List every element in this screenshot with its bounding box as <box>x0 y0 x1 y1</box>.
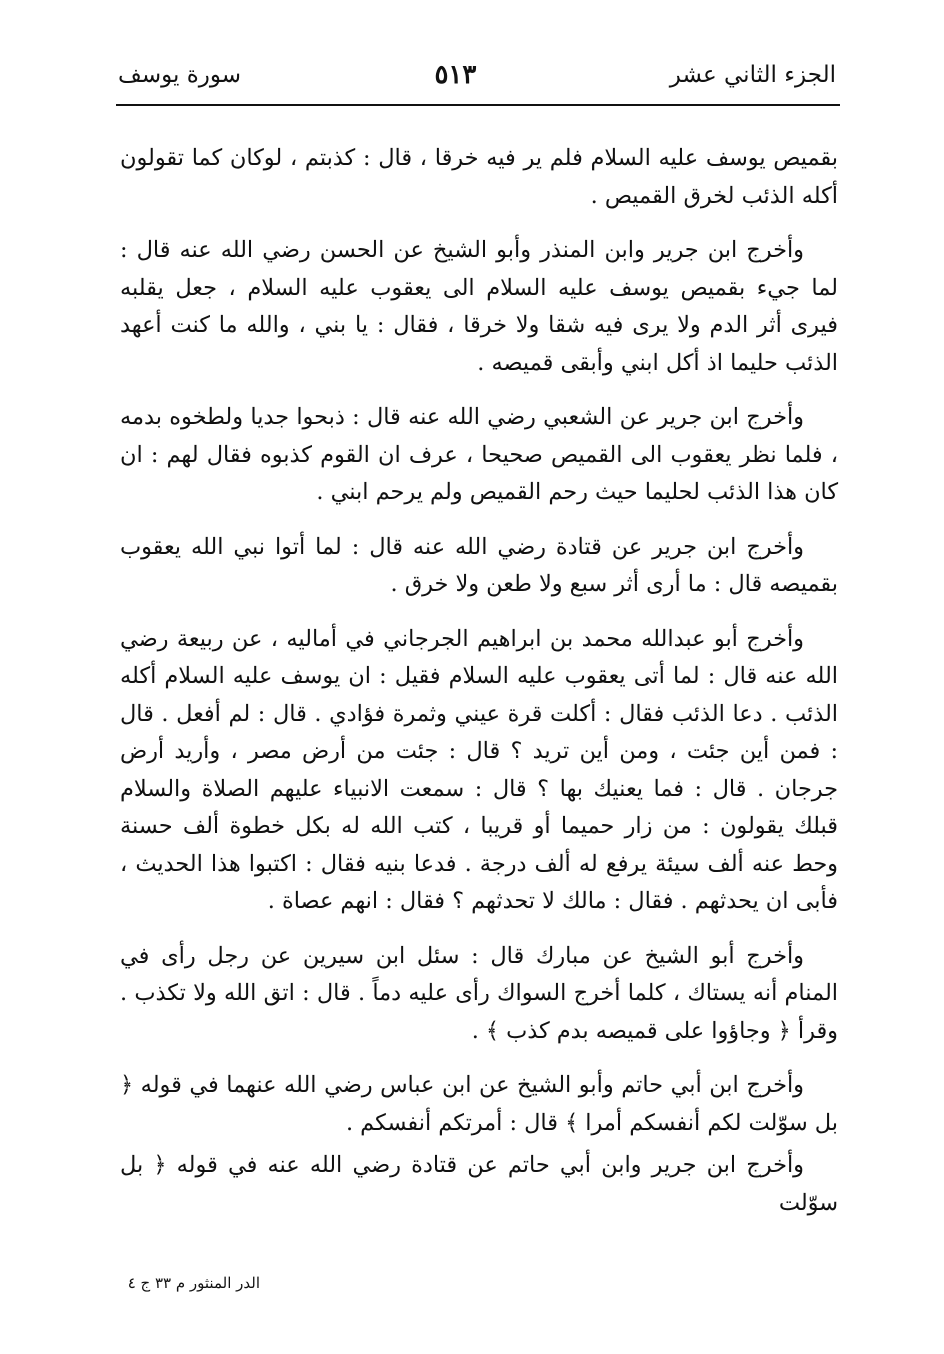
page-footer-signature: الدر المنثور م ٣٣ ج ٤ <box>127 1274 260 1292</box>
header-rule <box>116 104 840 106</box>
page-number: ٥١٣ <box>434 60 477 90</box>
paragraph: وأخرج أبو عبدالله محمد بن ابراهيم الجرجاني في أماليه ، عن ربيعة رضي الله عنه قال : لما أتى يعقوب عليه السلام فقيل : ان يوسف عليه السلام أكله الذئب . دعا الذئب فقال : أكلت قرة عيني وثمرة فؤادي . قال : لم أفعل . قال : فمن أين جئت ، ومن أين تريد ؟ قال : جئت من أرض مصر ، وأريد أرض جرجان . قال : فما يعنيك بها ؟ قال : سمعت الانبياء عليهم الصلاة والسلام قبلك يقولون : من زار حميما أو قريبا ، كتب الله له بكل خطوة ألف حسنة وحط عنه ألف سيئة يرفع له ألف درجة . فدعا بنيه فقال : اكتبوا هذا الحديث ، فأبى ان يحدثهم . فقال : مالك لا تحدثهم ؟ فقال : انهم عصاة . <box>120 625 838 914</box>
running-header <box>118 52 836 98</box>
paragraph: وأخرج ابن جرير عن الشعبي رضي الله عنه قال : ذبحوا جديا ولطخوه بدمه ، فلما نظر يعقوب الى القميص صحيحا ، عرف ان القوم كذبوه فقال لهم : ان كان هذا الذئب لحليما حيث رحم القميص ولم يرحم ابني . <box>120 404 838 505</box>
paragraph: وأخرج ابن جرير وابن أبي حاتم عن قتادة رضي الله عنه في قوله ﴿ بل سوّلت <box>120 1152 838 1216</box>
page-body <box>120 140 838 1227</box>
paragraph: وأخرج ابن جرير عن قتادة رضي الله عنه قال : لما أتوا نبي الله يعقوب بقميصه قال : ما أرى أثر سبع ولا طعن ولا خرق . <box>120 533 838 597</box>
paragraph: وأخرج أبو الشيخ عن مبارك قال : سئل ابن سيرين عن رجل رأى في المنام أنه يستاك ، كلما أخرج السواك رأى عليه دماً . قال : اتق الله ولا تكذب . وقرأ ﴿ وجاؤوا على قميصه بدم كذب ﴾ . <box>120 942 838 1044</box>
surah-title: سورة يوسف <box>118 62 242 88</box>
paragraph: بقميص يوسف عليه السلام فلم ير فيه خرقا ، قال : كذبتم ، لوكان كما تقولون أكله الذئب لخرق القميص . <box>120 145 838 209</box>
part-title: الجزء الثاني عشر <box>669 62 836 88</box>
paragraph: وأخرج ابن جرير وابن المنذر وأبو الشيخ عن الحسن رضي الله عنه قال : لما جيء بقميص يوسف عليه السلام الى يعقوب عليه السلام ، جعل يقلبه فيرى أثر الدم ولا يرى فيه شقا ولا خرقا ، فقال : يا بني ، والله ما كنت أعهد الذئب حليما اذ أكل ابني وأبقى قميصه . <box>120 237 838 376</box>
paragraph: وأخرج ابن أبي حاتم وأبو الشيخ عن ابن عباس رضي الله عنهما في قوله ﴿ بل سوّلت لكم أنفسكم أمرا ﴾ قال : أمرتكم أنفسكم . <box>120 1072 838 1136</box>
